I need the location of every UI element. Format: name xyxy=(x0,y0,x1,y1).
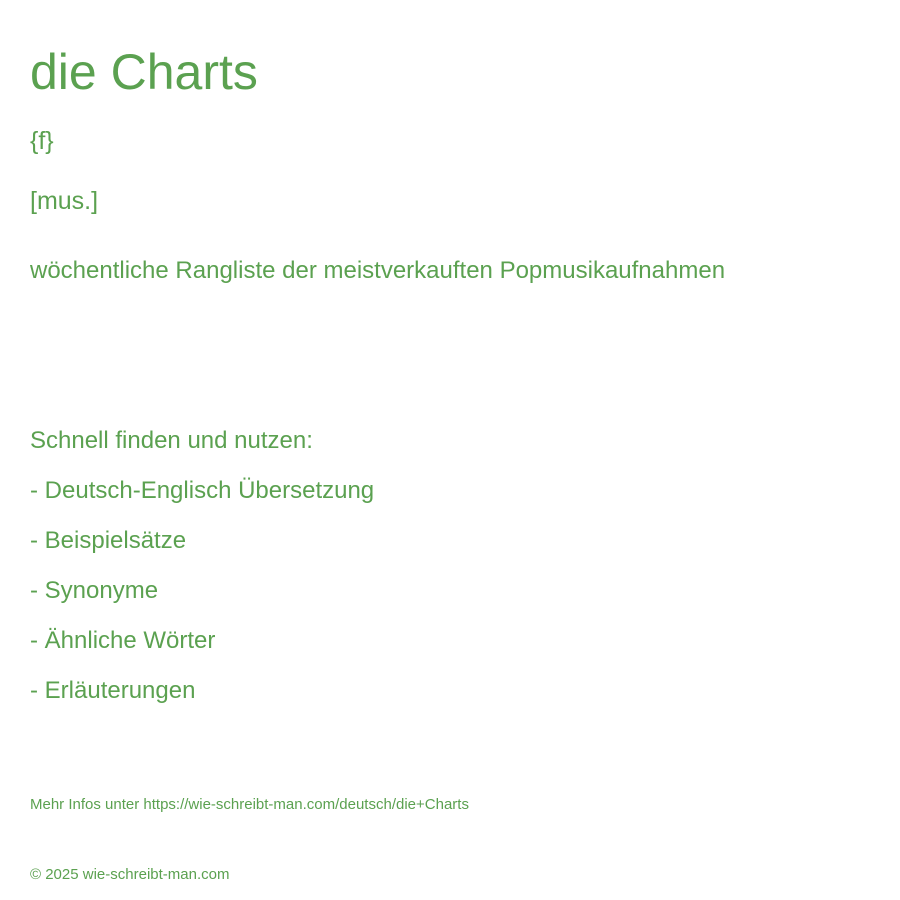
feature-item-similar-words: - Ähnliche Wörter xyxy=(30,627,216,654)
more-info-line xyxy=(30,795,469,815)
page-title: die Charts xyxy=(30,44,258,100)
copyright-notice: © 2025 wie-schreibt-man.com xyxy=(30,866,230,883)
feature-item-example-sentences: - Beispielsätze xyxy=(30,527,187,554)
feature-item-translation: - Deutsch-Englisch Übersetzung xyxy=(30,477,375,504)
more-info-prefix: Mehr Infos unter xyxy=(30,796,140,813)
feature-item-explanations: - Erläuterungen xyxy=(30,677,196,704)
feature-item-synonyms: - Synonyme xyxy=(30,577,159,604)
grammatical-gender: {f} xyxy=(30,127,54,155)
subject-domain-label: [mus.] xyxy=(30,187,99,215)
more-info-link[interactable]: https://wie-schreibt-man.com/deutsch/die+Charts xyxy=(143,796,469,813)
features-heading: Schnell finden und nutzen: xyxy=(30,427,313,454)
definition-text: wöchentliche Rangliste der meistverkauften Popmusikaufnahmen xyxy=(30,257,726,284)
